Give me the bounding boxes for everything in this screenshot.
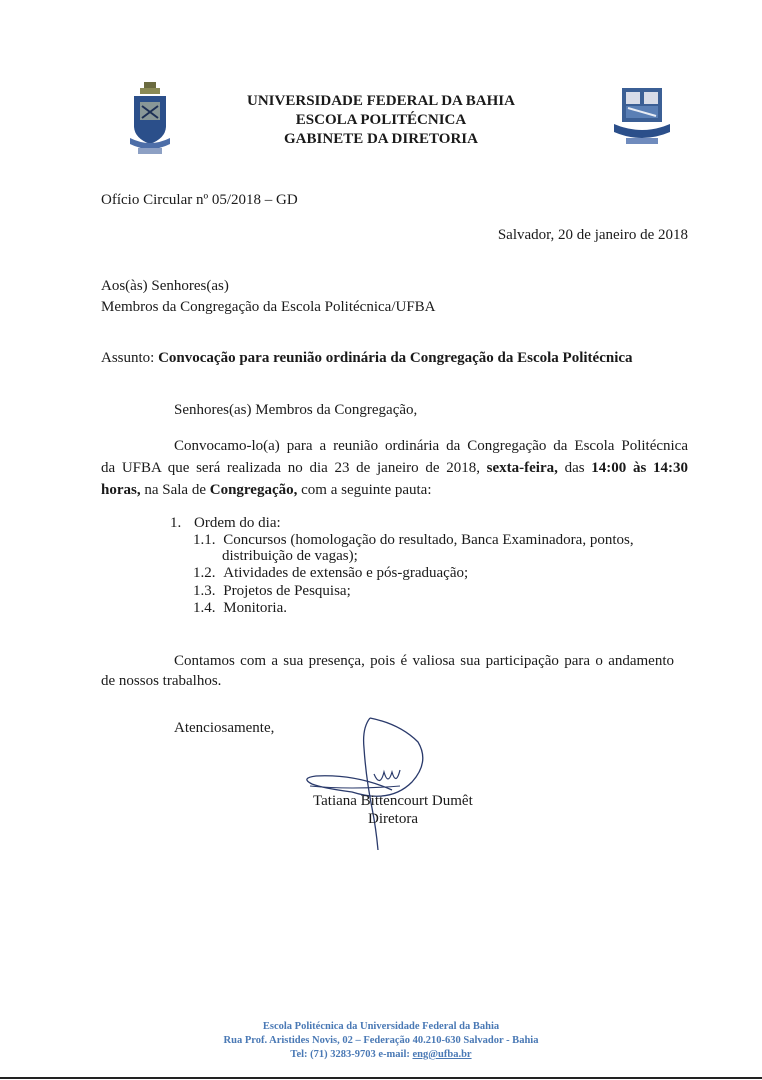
- footer-institution: Escola Politécnica da Universidade Federal da Bahia: [262, 1021, 500, 1032]
- letterhead: [0, 92, 762, 149]
- signer-title: Diretora: [368, 811, 418, 827]
- recipient-line-1: Aos(às) Senhores(as): [101, 278, 229, 294]
- salutation: Senhores(as) Membros da Congregação,: [174, 402, 418, 418]
- footer-address: Rua Prof. Aristides Novis, 02 – Federação 40.210-630 Salvador - Bahia: [223, 1035, 539, 1046]
- paragraph-1-line-3: horas, na Sala de Congregação, com a seguinte pauta:: [101, 482, 432, 498]
- footer: [0, 1020, 762, 1062]
- agenda-sub-3: 1.3. Projetos de Pesquisa;: [193, 583, 351, 599]
- regards: Atenciosamente,: [174, 720, 275, 736]
- subject-text: Convocação para reunião ordinária da Congregação da Escola Politécnica: [158, 350, 633, 366]
- recipient-line-2: Membros da Congregação da Escola Politécnica/UFBA: [101, 299, 436, 315]
- agenda-sub-1: 1.1. Concursos (homologação do resultado, Banca Examinadora, pontos,: [193, 532, 634, 548]
- subject: [101, 347, 633, 369]
- agenda-sub-4: 1.4. Monitoria.: [193, 600, 287, 616]
- university-name: UNIVERSIDADE FEDERAL DA BAHIA: [247, 93, 515, 109]
- agenda-sub-1-continued: distribuição de vagas);: [222, 548, 358, 564]
- bottom-border: [0, 1077, 762, 1079]
- paragraph-1-line-2: da UFBA que será realizada no dia 23 de janeiro de 2018, sexta-feira, das 14:00 às 14:30: [101, 460, 689, 476]
- school-name: ESCOLA POLITÉCNICA: [295, 112, 467, 128]
- paragraph-1-line-1: Convocamo-lo(a) para a reunião ordinária da Congregação da Escola Politécnica: [174, 438, 688, 454]
- subject-label: Assunto:: [101, 350, 155, 366]
- handwritten-signature: [300, 714, 450, 854]
- office-name: GABINETE DA DIRETORIA: [284, 131, 478, 147]
- closing-line-2: de nossos trabalhos.: [101, 673, 222, 689]
- place-date: Salvador, 20 de janeiro de 2018: [497, 227, 688, 243]
- agenda-sub-2: 1.2. Atividades de extensão e pós-graduação;: [193, 565, 469, 581]
- closing-line-1: Contamos com a sua presença, pois é valiosa sua participação para o andamento: [174, 653, 674, 669]
- signer-name: Tatiana Bittencourt Dumêt: [313, 793, 473, 809]
- footer-email-link[interactable]: eng@ufba.br: [412, 1049, 472, 1060]
- document-reference: Ofício Circular nº 05/2018 – GD: [101, 192, 298, 208]
- footer-contact: Tel: (71) 3283-9703 e-mail: eng@ufba.br: [290, 1049, 472, 1060]
- agenda-item-1: 1. Ordem do dia:: [170, 515, 281, 531]
- room-prefix: na Sala de Congregação,: [144, 482, 298, 498]
